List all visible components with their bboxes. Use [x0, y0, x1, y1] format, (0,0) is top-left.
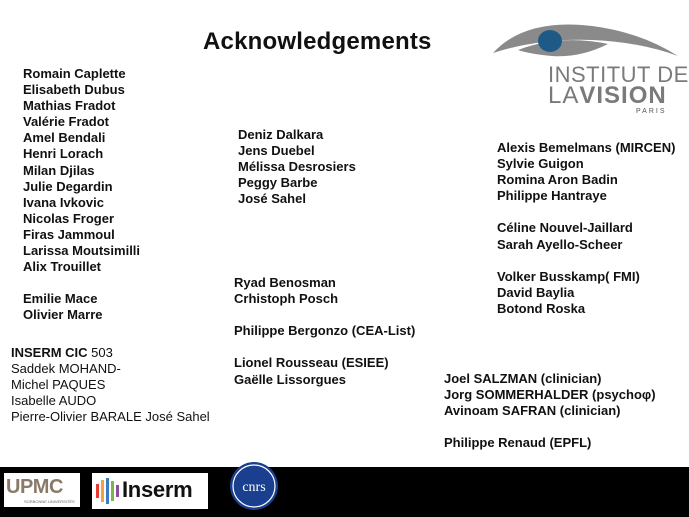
spacer — [497, 204, 675, 220]
name-item: Ivana Ivkovic — [23, 194, 104, 210]
name-item: Botond Roska — [497, 300, 586, 316]
names-column-4 — [234, 275, 415, 388]
name-item: Mélissa Desrosiers — [238, 159, 356, 175]
name-item: Volker Busskamp( FMI) — [497, 268, 640, 284]
name-item: Philippe Hantraye — [497, 188, 607, 204]
logo-text-line1: INSTITUT DE — [548, 62, 689, 87]
inserm-logo-text: Inserm — [122, 477, 193, 502]
name-item: Isabelle AUDO — [11, 393, 97, 409]
heading-number: 503 — [91, 345, 113, 360]
cnrs-logo — [229, 461, 279, 511]
page-title: Acknowledgements — [203, 28, 432, 55]
name-item: Henri Lorach — [23, 146, 104, 162]
name-item: Gaëlle Lissorgues — [234, 371, 346, 387]
name-item: Ryad Benosman — [234, 275, 336, 290]
name-item: Sylvie Guigon — [497, 156, 584, 172]
logo-text-vision: VISION — [579, 82, 667, 109]
names-column-inserm — [11, 345, 210, 425]
inserm-bars-icon — [96, 478, 120, 504]
logo-text-la: LA — [548, 82, 580, 109]
section-heading — [11, 345, 210, 361]
spacer — [234, 339, 415, 355]
name-item: José Sahel — [238, 191, 306, 207]
name-item: Philippe Renaud (EPFL) — [444, 435, 592, 451]
heading-label: INSERM CIC — [11, 345, 92, 360]
name-item: Philippe Bergonzo (CEA-List) — [234, 323, 416, 339]
name-item: Céline Nouvel-Jaillard — [497, 220, 633, 236]
names-column-2 — [238, 127, 356, 207]
name-item: Mathias Fradot — [23, 98, 116, 114]
name-item: Alexis Bemelmans (MIRCEN) — [497, 140, 676, 155]
name-item: David Baylia — [497, 284, 575, 300]
name-item: Romina Aron Badin — [497, 172, 618, 188]
names-column-1 — [23, 66, 140, 324]
spacer — [497, 253, 675, 269]
upmc-logo-subtext: SORBONNE UNIVERSITÉS — [24, 499, 75, 504]
name-item: Lionel Rousseau (ESIEE) — [234, 355, 389, 371]
name-item: Valérie Fradot — [23, 114, 109, 130]
name-item: Joel SALZMAN (clinician) — [444, 371, 602, 386]
name-item: Alix Trouillet — [23, 259, 102, 275]
name-item: Peggy Barbe — [238, 175, 318, 191]
name-item: Emilie Mace — [23, 291, 98, 307]
logo-text-line2 — [548, 82, 667, 110]
spacer — [444, 419, 656, 435]
cnrs-logo-text: cnrs — [242, 480, 266, 495]
logo-text-paris: PARIS — [636, 108, 667, 115]
name-item: Elisabeth Dubus — [23, 82, 125, 98]
name-item: Deniz Dalkara — [238, 127, 324, 142]
name-item: Nicolas Froger — [23, 210, 115, 226]
name-item: Jens Duebel — [238, 143, 315, 159]
name-item: Michel PAQUES — [11, 377, 106, 393]
name-item: Crhistoph Posch — [234, 291, 339, 307]
name-item: Firas Jammoul — [23, 226, 115, 242]
name-item: Larissa Moutsimilli — [23, 243, 141, 259]
names-column-5 — [444, 371, 656, 451]
name-item: Julie Degardin — [23, 178, 113, 194]
name-item: Romain Caplette — [23, 66, 126, 81]
upmc-logo-text: UPMC — [6, 476, 63, 498]
name-item: Milan Djilas — [23, 162, 95, 178]
name-item: Jorg SOMMERHALDER (psychoφ) — [444, 387, 656, 403]
names-column-3 — [497, 140, 675, 317]
spacer — [234, 307, 415, 323]
spacer — [23, 275, 140, 291]
name-item: Olivier Marre — [23, 307, 103, 323]
name-item: Saddek MOHAND- — [11, 361, 121, 377]
name-item: Amel Bendali — [23, 130, 106, 146]
name-item: Pierre-Olivier BARALE José Sahel — [11, 409, 210, 425]
name-item: Avinoam SAFRAN (clinician) — [444, 403, 621, 419]
name-item: Sarah Ayello-Scheer — [497, 236, 623, 252]
